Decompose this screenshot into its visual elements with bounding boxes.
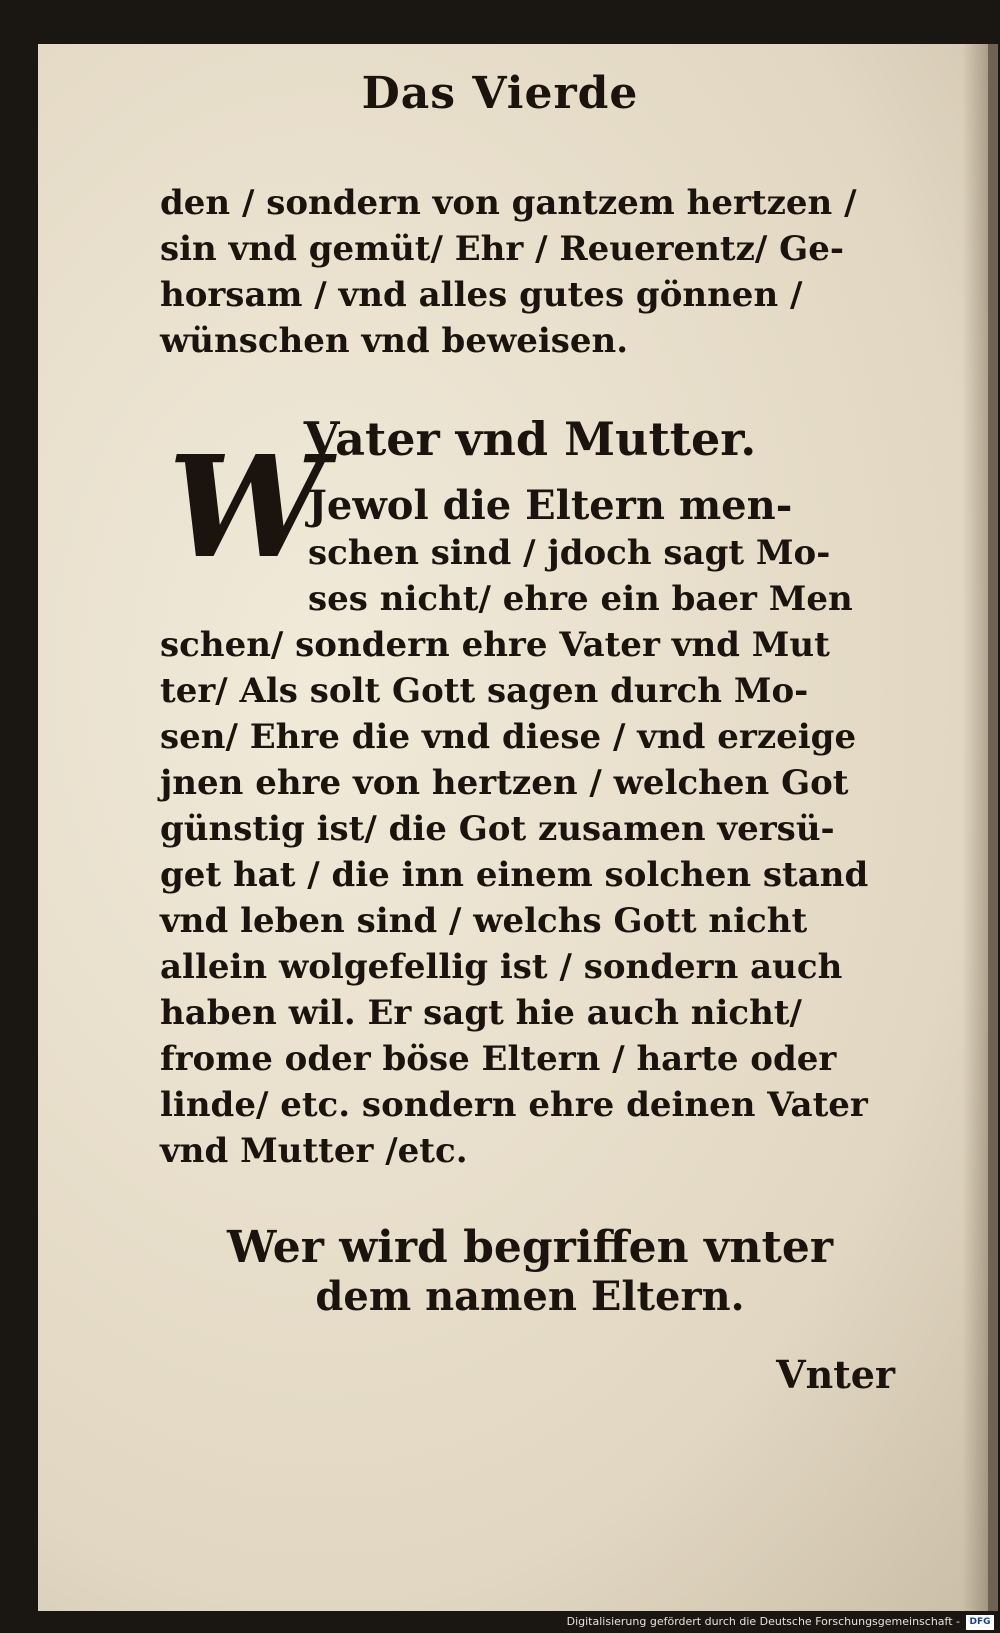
text-line: schen sind / jdoch sagt Mo- xyxy=(308,533,831,573)
text-line: günstig ist/ die Got zusamen versü- xyxy=(160,809,835,849)
text-line: frome oder böse Eltern / harte oder xyxy=(160,1039,837,1079)
text-line: linde/ etc. sondern ehre deinen Vater xyxy=(160,1085,868,1125)
catchword: Vnter xyxy=(776,1352,895,1397)
text-line: haben wil. Er sagt hie auch nicht/ xyxy=(160,993,802,1033)
text-line: sen/ Ehre die vnd diese / vnd erzeige xyxy=(160,717,857,757)
continuation-text xyxy=(160,180,900,364)
text-line: allein wolgefellig ist / sondern auch xyxy=(160,947,843,987)
dfg-logo: DFG xyxy=(966,1615,994,1630)
text-line: sin vnd gemüt/ Ehr / Reuerentz/ Ge- xyxy=(160,229,844,269)
section-heading-line2: dem namen Eltern. xyxy=(315,1273,745,1320)
indented-text xyxy=(308,482,908,622)
text-line: get hat / die inn einem solchen stand xyxy=(160,855,869,895)
text-line: ter/ Als solt Gott sagen durch Mo- xyxy=(160,671,809,711)
text-line: ses nicht/ ehre ein baer Men xyxy=(308,579,853,619)
section-heading-2-wrap xyxy=(160,1222,900,1320)
text-line: den / sondern von gantzem hertzen / xyxy=(160,183,857,223)
section-heading-line1: Wer wird begriffen vnter xyxy=(226,1222,834,1273)
running-head: Das Vierde xyxy=(361,68,639,119)
text-line: jnen ehre von hertzen / welchen Got xyxy=(160,763,849,803)
text-line: Jewol die Eltern men- xyxy=(308,482,793,529)
text-line: vnd leben sind / welchs Gott nicht xyxy=(160,901,808,941)
text-line: vnd Mutter /etc. xyxy=(160,1131,468,1171)
text-line: schen/ sondern ehre Vater vnd Mut xyxy=(160,625,830,665)
footer-text: Digitalisierung gefördert durch die Deutsche Forschungsgemeinschaft - xyxy=(566,1615,960,1628)
body-text xyxy=(160,622,900,1174)
section-heading: Vater vnd Mutter. xyxy=(303,412,757,466)
digitization-footer xyxy=(0,1611,1000,1633)
decorated-initial: W xyxy=(168,426,326,590)
text-line: wünschen vnd beweisen. xyxy=(160,321,629,361)
text-line: horsam / vnd alles gutes gönnen / xyxy=(160,275,803,315)
page-edge-shadow xyxy=(962,44,988,1614)
